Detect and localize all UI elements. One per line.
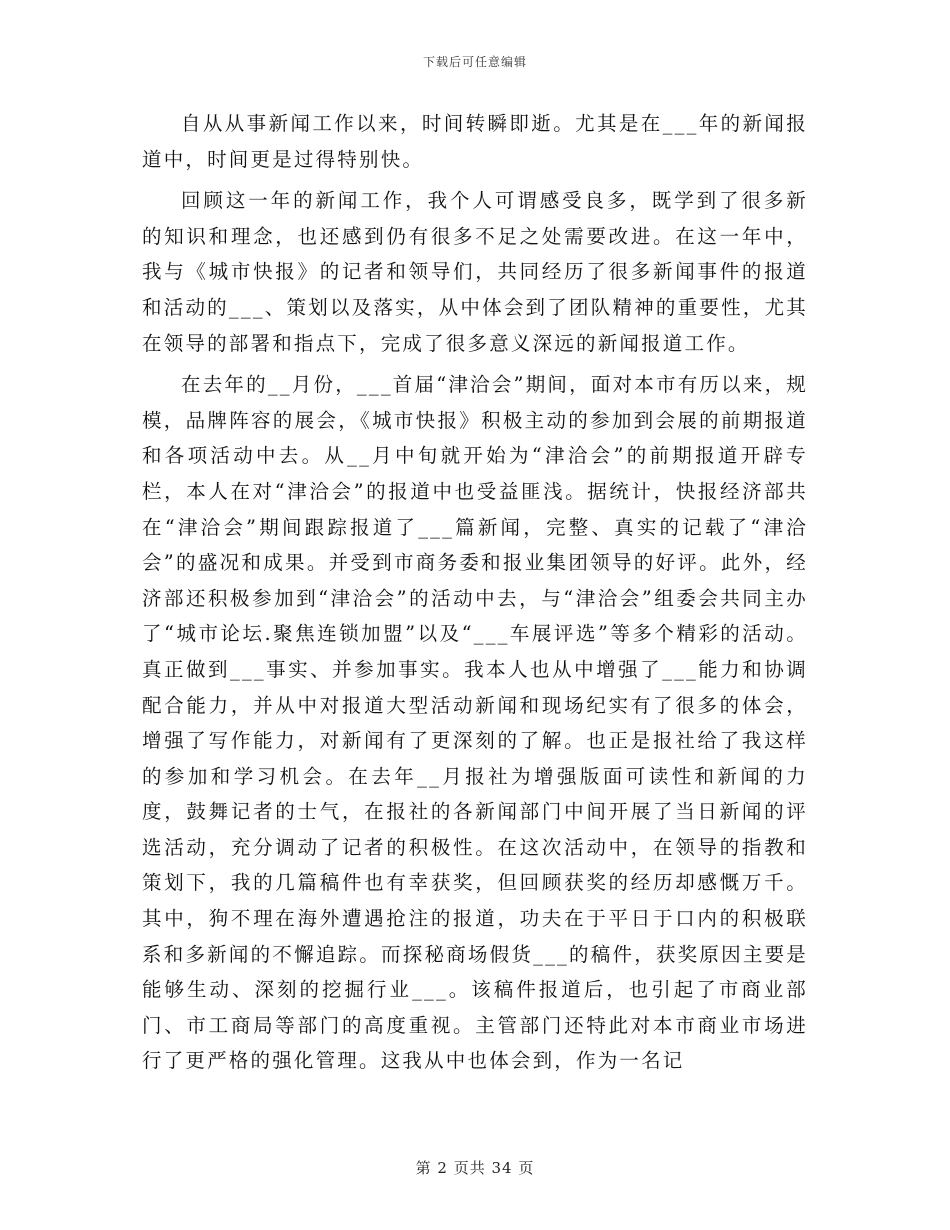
- paragraph-1: 自从从事新闻工作以来，时间转瞬即逝。尤其是在___年的新闻报道中，时间更是过得特别快。: [142, 112, 808, 171]
- paragraph-2: 回顾这一年的新闻工作，我个人可谓感受良多，既学到了很多新的知识和理念，也还感到仍有很多不足之处需要改进。在这一年中，我与《城市快报》的记者和领导们，共同经历了很多新闻事件的报道和活动的___、策划以及落实，从中体会到了团队精神的重要性，尤其在领导的部署和指点下，完成了很多意义深远的新闻报道工作。: [142, 189, 808, 355]
- paragraph-3: 在去年的__月份，___首届“津洽会”期间，面对本市有历以来，规模，品牌阵容的展会，《城市快报》积极主动的参加到会展的前期报道和各项活动中去。从__月中旬就开始为“津洽会”的前期报道开辟专栏，本人在对“津洽会”的报道中也受益匪浅。据统计，快报经济部共在“津洽会”期间跟踪报道了___篇新闻，完整、真实的记载了“津洽会”的盛况和成果。并受到市商务委和报业集团领导的好评。此外，经济部还积极参加到“津洽会”的活动中去，与“津洽会”组委会共同主办了“城市论坛.聚焦连锁加盟”以及“___车展评选”等多个精彩的活动。真正做到___事实、并参加事实。我本人也从中增强了___能力和协调配合能力，并从中对报道大型活动新闻和现场纪实有了很多的体会，增强了写作能力，对新闻有了更深刻的了解。也正是报社给了我这样的参加和学习机会。在去年__月报社为增强版面可读性和新闻的力度，鼓舞记者的士气，在报社的各新闻部门中间开展了当日新闻的评选活动，充分调动了记者的积极性。在这次活动中，在领导的指教和策划下，我的几篇稿件也有幸获奖，但回顾获奖的经历却感慨万千。其中，狗不理在海外遭遇抢注的报道，功夫在于平日于口内的积极联系和多新闻的不懈追踪。而探秘商场假货___的稿件，获奖原因主要是能够生动、深刻的挖掘行业___。该稿件报道后，也引起了市商业部门、市工商局等部门的高度重视。主管部门还特此对本市商业市场进行了更严格的强化管理。这我从中也体会到，作为一名记: [142, 373, 808, 1073]
- page-number: 第 2 页共 34 页: [415, 1159, 535, 1177]
- document-body: [142, 106, 808, 1085]
- page-header: 下载后可任意编辑: [422, 55, 527, 69]
